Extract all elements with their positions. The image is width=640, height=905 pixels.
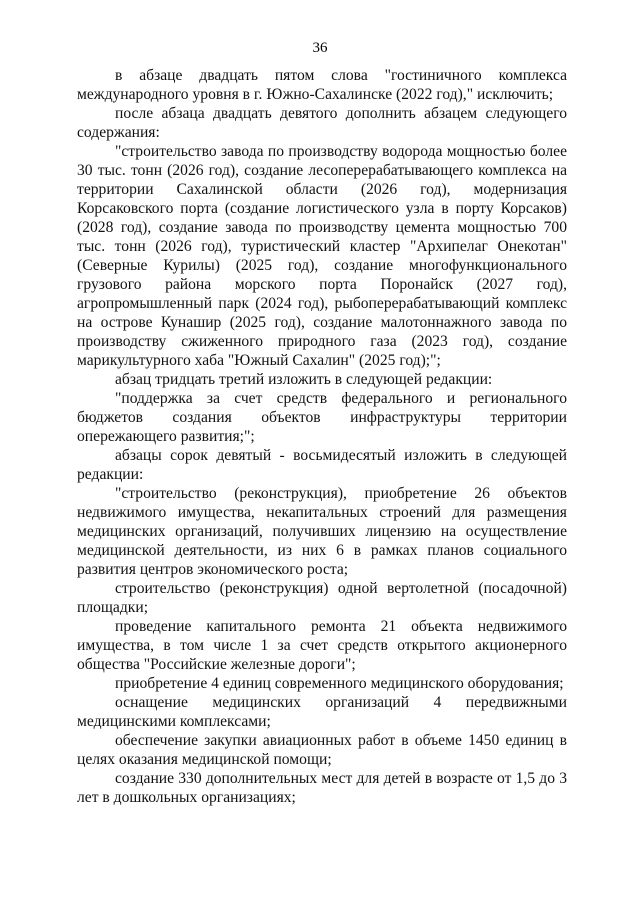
paragraph: обеспечение закупки авиационных работ в объеме 1450 единиц в целях оказания медицинской помощи; (77, 732, 567, 768)
paragraph: строительство (реконструкция) одной вертолетной (посадочной) площадки; (77, 580, 567, 616)
paragraph: в абзаце двадцать пятом слова "гостиничного комплекса международного уровня в г. Южно-Сахалинске (2022 год)," исключить; (77, 67, 567, 103)
paragraph: оснащение медицинских организаций 4 передвижными медицинскими комплексами; (77, 694, 567, 730)
paragraph: абзац тридцать третий изложить в следующей редакции: (115, 371, 493, 388)
page-number: 36 (312, 40, 328, 56)
paragraph: "поддержка за счет средств федерального и регионального бюджетов создания объектов инфраструктуры территории опережающего развития;"; (77, 390, 567, 445)
paragraph: "строительство (реконструкция), приобретение 26 объектов недвижимого имущества, некапитальных строений для размещения медицинских организаций, получивших лицензию на осуществление медицинской деятельности, из них 6 в рамках планов социального развития центров экономического роста; (77, 485, 567, 578)
paragraph: после абзаца двадцать девятого дополнить абзацем следующего содержания: (77, 105, 567, 141)
paragraph: создание 330 дополнительных мест для детей в возрасте от 1,5 до 3 лет в дошкольных организациях; (77, 770, 567, 806)
paragraph: приобретение 4 единиц современного медицинского оборудования; (115, 675, 564, 692)
document-body (77, 66, 567, 807)
paragraph: абзацы сорок девятый - восьмидесятый изложить в следующей редакции: (77, 447, 567, 483)
paragraph: "строительство завода по производству водорода мощностью более 30 тыс. тонн (2026 год), создание лесоперерабатывающего комплекса на территории Сахалинской области (2026 год), модернизация Корсаковского порта (создание логистического узла в порту Корсаков) (2028 год), создание завода по производству цемента мощностью 700 тыс. тонн (2026 год), туристический кластер "Архипелаг Онекотан" (Северные Курилы) (2025 год), создание многофункционального грузового района морского порта Поронайск (2027 год), агропромышленный парк (2024 год), рыбоперерабатывающий комплекс на острове Кунашир (2025 год), создание малотоннажного завода по производству сжиженного природного газа (2023 год), создание марикультурного хаба "Южный Сахалин" (2025 год);"; (77, 143, 567, 369)
paragraph: проведение капитального ремонта 21 объекта недвижимого имущества, в том числе 1 за счет средств открытого акционерного общества "Российские железные дороги"; (77, 618, 567, 673)
